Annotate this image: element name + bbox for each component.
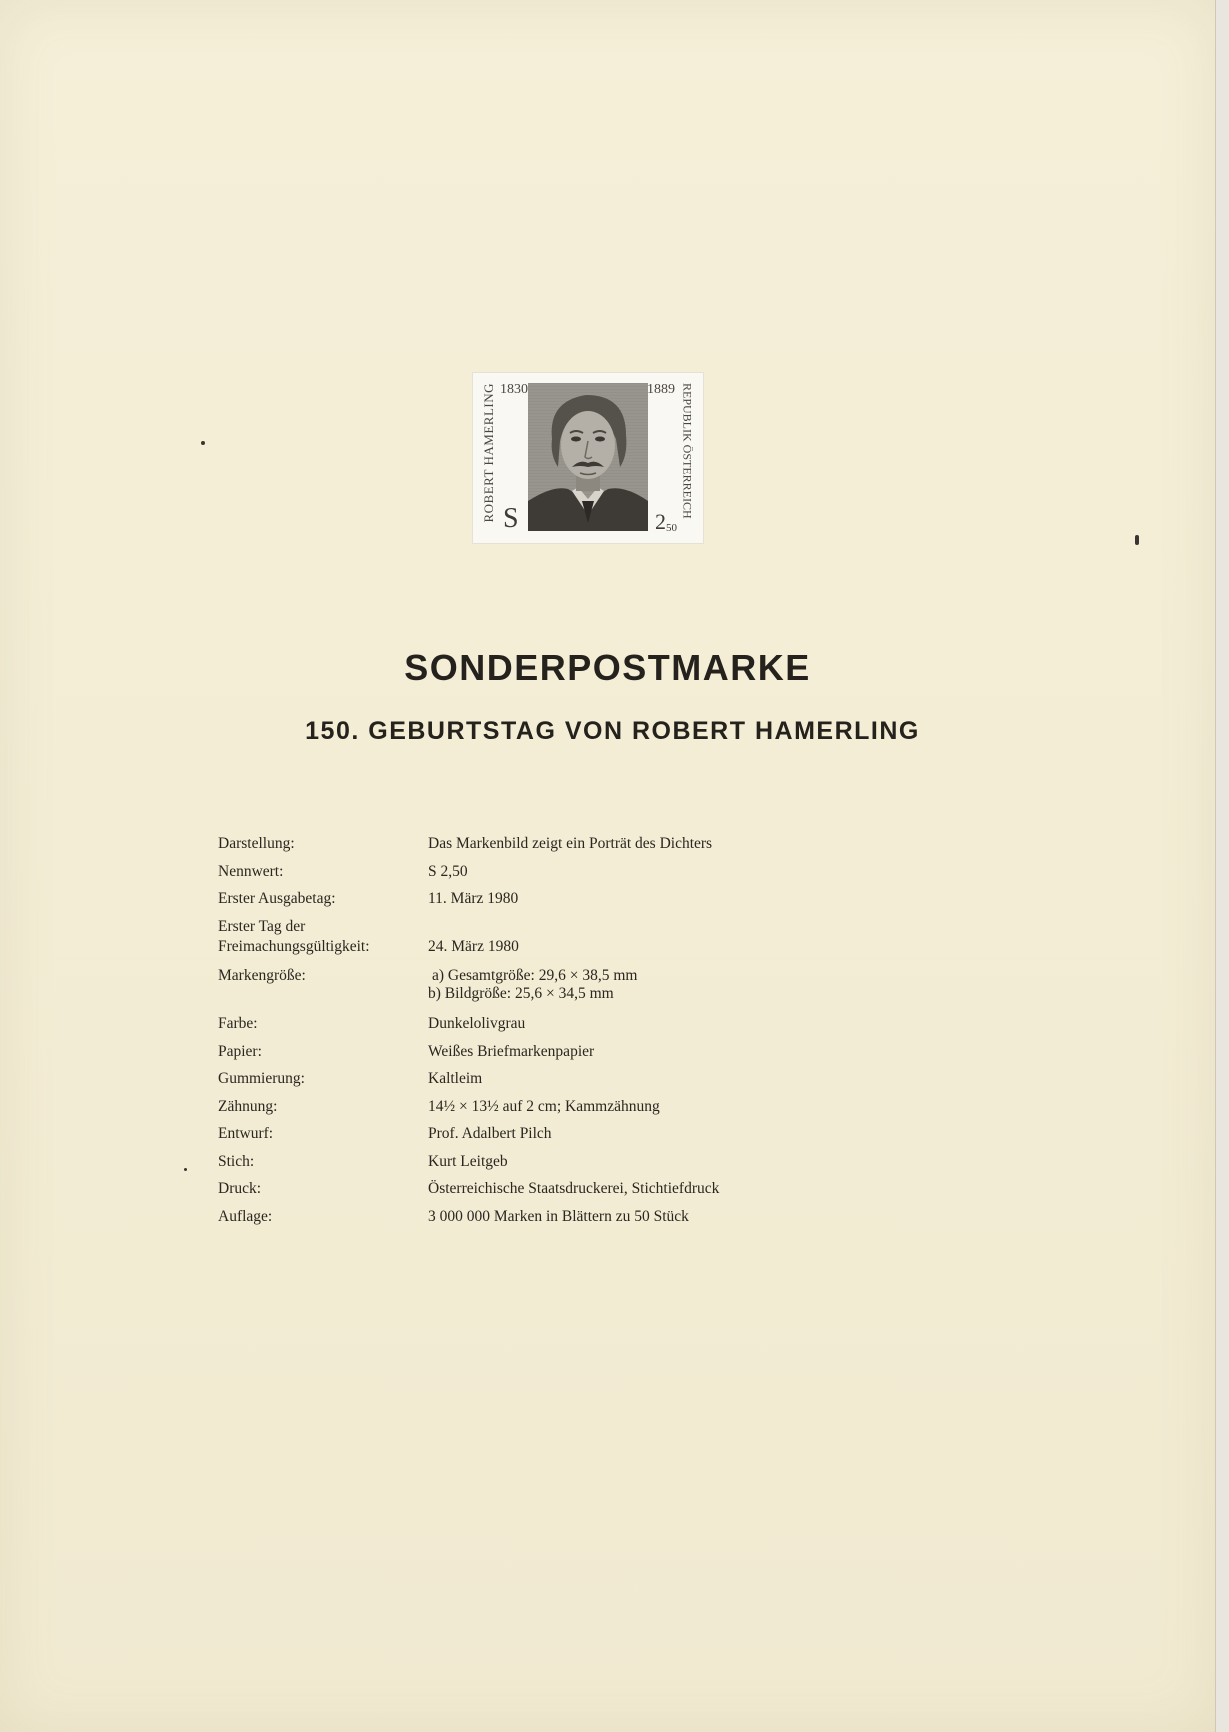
spec-label: Papier: — [218, 1043, 262, 1060]
page-subtitle: 150. GEBURTSTAG VON ROBERT HAMERLING — [305, 717, 920, 745]
spec-label: Zähnung: — [218, 1098, 278, 1115]
spec-value: Kaltleim — [428, 1070, 483, 1087]
portrait-drawing — [528, 383, 648, 531]
stamp-country: REPUBLIK ÖSTERREICH — [680, 383, 695, 519]
stamp-value-cents: 50 — [666, 522, 677, 534]
spec-label: Erster Ausgabetag: — [218, 890, 336, 907]
portrait — [528, 383, 648, 531]
speck — [184, 1168, 187, 1171]
speck — [201, 441, 205, 445]
spec-label: Stich: — [218, 1153, 255, 1170]
spec-value: 14½ × 13½ auf 2 cm; Kammzähnung — [428, 1098, 660, 1115]
spec-value: Prof. Adalbert Pilch — [428, 1125, 552, 1142]
spec-label: Druck: — [218, 1180, 262, 1197]
spec-value: Weißes Briefmarkenpapier — [428, 1043, 595, 1060]
spec-value: S 2,50 — [428, 863, 468, 880]
stamp-name: ROBERT HAMERLING — [481, 383, 496, 523]
stamp-image — [473, 373, 703, 543]
stamp-value — [655, 509, 677, 535]
scan-edge — [1215, 0, 1229, 1732]
spec-value: 24. März 1980 — [428, 938, 519, 955]
stamp-year-left: 1830 — [500, 382, 528, 397]
speck — [1135, 535, 1139, 545]
spec-value: Dunkelolivgrau — [428, 1015, 526, 1032]
spec-label: Markengröße: — [218, 967, 306, 984]
stamp-name-strip — [478, 383, 500, 533]
stamp-currency: S — [503, 503, 519, 534]
page-title: SONDERPOSTMARKE — [404, 647, 811, 688]
spec-label: Nennwert: — [218, 863, 284, 880]
spec-label: Darstellung: — [218, 835, 295, 852]
spec-label: Farbe: — [218, 1015, 258, 1032]
stamp-country-strip — [676, 383, 698, 533]
spec-value: Österreichische Staatsdruckerei, Stichtiefdruck — [428, 1180, 720, 1197]
spec-label: Auflage: — [218, 1208, 273, 1225]
spec-value: 3 000 000 Marken in Blättern zu 50 Stück — [428, 1208, 689, 1225]
spec-value: b) Bildgröße: 25,6 × 34,5 mm — [428, 985, 614, 1002]
spec-value: Kurt Leitgeb — [428, 1153, 508, 1170]
spec-label: Freimachungsgültigkeit: — [218, 938, 370, 955]
spec-value: 11. März 1980 — [428, 890, 519, 907]
spec-label: Entwurf: — [218, 1125, 274, 1142]
stamp-value-main: 2 — [655, 509, 666, 534]
stamp-year-right: 1889 — [647, 382, 675, 397]
spec-label: Gummierung: — [218, 1070, 305, 1087]
spec-value: a) Gesamtgröße: 29,6 × 38,5 mm — [432, 967, 638, 984]
spec-label: Erster Tag der — [218, 918, 306, 935]
spec-value: Das Markenbild zeigt ein Porträt des Dichters — [428, 835, 713, 852]
